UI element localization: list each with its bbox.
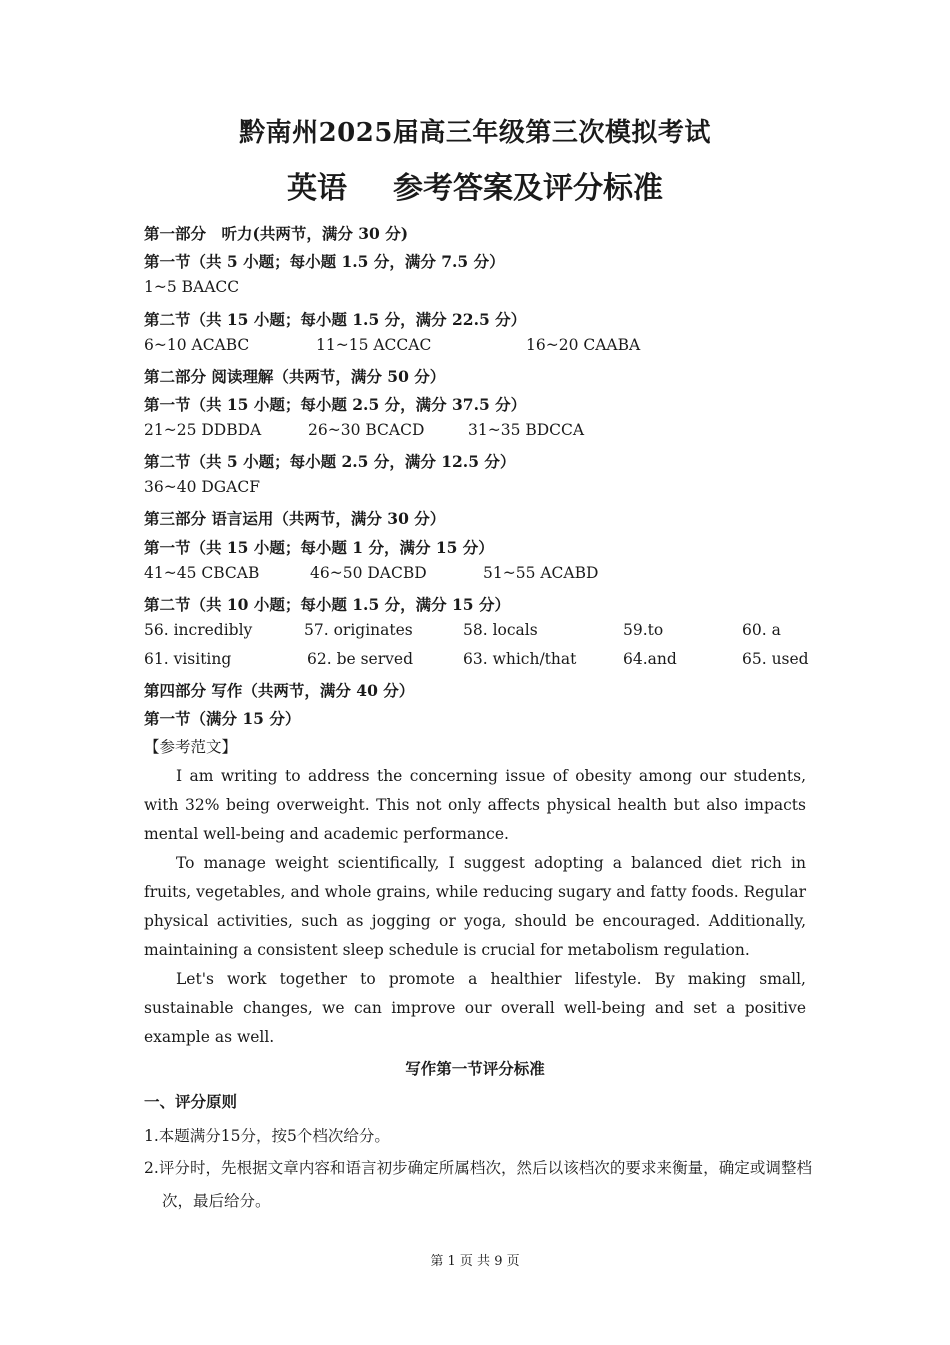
criteria-item: 1.本题满分15分，按5个档次给分。 — [144, 1127, 390, 1145]
sample-paragraph-text: To manage weight scientifically, I suggest adopting a balanced diet rich in fruits, vegetables, and whole grains, while reducing sugary and fatty foods. Regular physical activities, such as jogging or yoga, should be encouraged. Additionally, maintaining a consistent sleep schedule is crucial for metabolism regulation. — [144, 854, 806, 959]
answer-group: 41~45 CBCAB — [144, 564, 260, 582]
part2-section1-heading: 第一节（共 15 小题；每小题 2.5 分，满分 37.5 分） — [144, 395, 527, 414]
sample-paragraph — [144, 849, 806, 965]
criteria-title: 写作第一节评分标准 — [405, 1059, 545, 1078]
part2-section2-heading: 第二节（共 5 小题；每小题 2.5 分，满分 12.5 分） — [144, 452, 516, 471]
sample-paragraph — [144, 965, 806, 1052]
answer-group: 36~40 DGACF — [144, 478, 260, 496]
answer-item: 64.and — [623, 650, 677, 668]
answer-key-label: 参考答案及评分标准 — [393, 171, 663, 206]
sample-paragraph-text: Let's work together to promote a healthier lifestyle. By making small, sustainable changes, we can improve our overall well-being and set a positive example as well. — [144, 970, 806, 1046]
part4-section1-heading: 第一节（满分 15 分） — [144, 709, 301, 728]
part1-heading: 第一部分 听力(共两节，满分 30 分) — [144, 224, 409, 243]
answer-item: 59.to — [623, 621, 664, 639]
answer-item: 65. used — [742, 650, 809, 668]
answer-item: 61. visiting — [144, 650, 232, 668]
part4-heading: 第四部分 写作（共两节，满分 40 分） — [144, 681, 415, 700]
answer-group: 46~50 DACBD — [310, 564, 427, 582]
answer-group: 11~15 ACCAC — [316, 336, 432, 354]
answer-group: 1~5 BAACC — [144, 278, 240, 296]
answer-group: 16~20 CAABA — [526, 336, 641, 354]
subject-label: 英语 — [287, 171, 347, 206]
sample-paragraph — [144, 762, 806, 849]
answer-item: 60. a — [742, 621, 781, 639]
answer-group: 51~55 ACABD — [483, 564, 599, 582]
part3-heading: 第三部分 语言运用（共两节，满分 30 分） — [144, 509, 446, 528]
sample-essay-label: 【参考范文】 — [144, 738, 238, 756]
sample-paragraph-text: I am writing to address the concerning issue of obesity among our students, with 32% being overweight. This not only affects physical health but also impacts mental well-being and academic performance. — [144, 767, 806, 843]
answer-group: 21~25 DDBDA — [144, 421, 262, 439]
part3-section2-heading: 第二节（共 10 小题；每小题 1.5 分，满分 15 分） — [144, 595, 510, 614]
principle-heading: 一、评分原则 — [144, 1092, 238, 1111]
part2-heading: 第二部分 阅读理解（共两节，满分 50 分） — [144, 367, 446, 386]
document-title: 黔南州2025届高三年级第三次模拟考试 — [239, 118, 711, 148]
answer-item: 62. be served — [307, 650, 413, 668]
page-footer: 第 1 页 共 9 页 — [430, 1254, 520, 1269]
answer-item: 56. incredibly — [144, 621, 253, 639]
part1-section1-heading: 第一节（共 5 小题；每小题 1.5 分，满分 7.5 分） — [144, 252, 505, 271]
answer-group: 31~35 BDCCA — [468, 421, 585, 439]
answer-item: 63. which/that — [463, 650, 577, 668]
answer-item: 57. originates — [304, 621, 413, 639]
criteria-item: 2.评分时，先根据文章内容和语言初步确定所属档次，然后以该档次的要求来衡量，确定或调整档次，最后给分。 — [144, 1159, 812, 1210]
document-subtitle — [0, 163, 950, 207]
part1-section2-heading: 第二节（共 15 小题；每小题 1.5 分，满分 22.5 分） — [144, 310, 527, 329]
part3-section1-heading: 第一节（共 15 小题；每小题 1 分，满分 15 分） — [144, 538, 494, 557]
answer-group: 26~30 BCACD — [308, 421, 425, 439]
answer-item: 58. locals — [463, 621, 538, 639]
answer-group: 6~10 ACABC — [144, 336, 250, 354]
